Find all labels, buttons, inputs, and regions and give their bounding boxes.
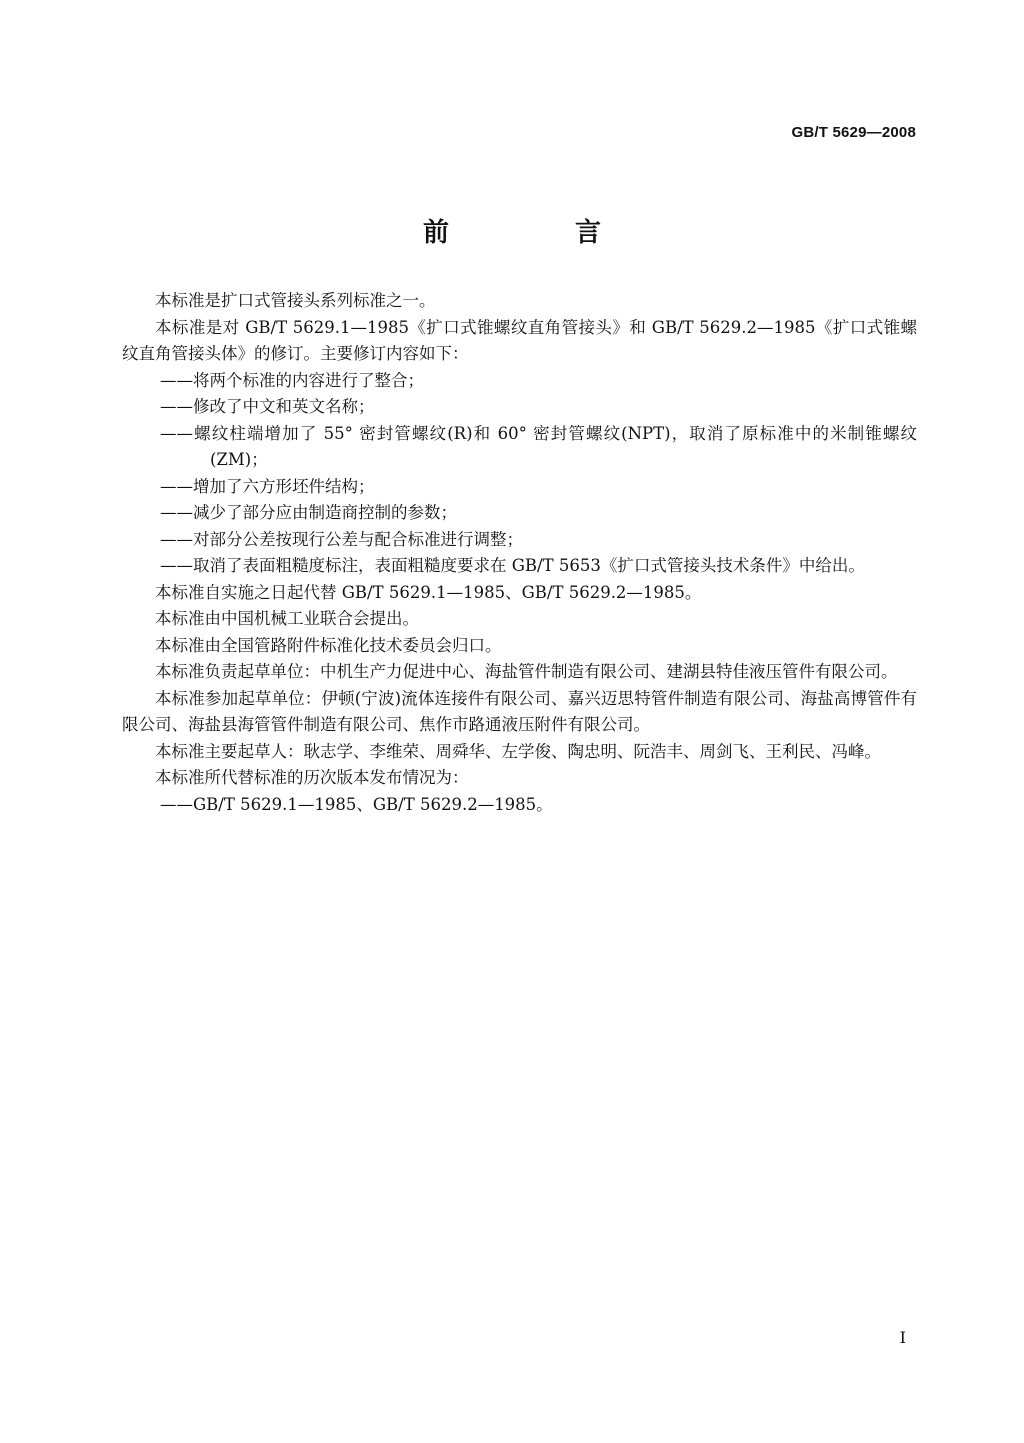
responsible-committee-statement: 本标准由全国管路附件标准化技术委员会归口。 xyxy=(155,635,502,655)
replacement-statement: 本标准自实施之日起代替 GB/T 5629.1—1985、GB/T 5629.2—1985。 xyxy=(155,582,702,602)
page-number: I xyxy=(899,1328,906,1347)
page-title: 前 言 xyxy=(422,218,651,248)
foreword-body xyxy=(122,288,917,818)
intro-paragraph: 本标准是扩口式管接头系列标准之一。 xyxy=(155,291,436,310)
revision-item: ——增加了六方形坯件结构； xyxy=(160,476,375,496)
participating-drafting-units: 本标准参加起草单位：伊顿(宁波)流体连接件有限公司、嘉兴迈思特管件制造有限公司、海盐高博管件有限公司、海盐县海管管件制造有限公司、焦作市路通液压附件有限公司。 xyxy=(122,688,917,734)
standard-code: GB/T 5629—2008 xyxy=(791,124,916,141)
revision-item: ——螺纹柱端增加了 55° 密封管螺纹(R)和 60° 密封管螺纹(NPT)，取消了原标准中的米制锥螺纹(ZM)； xyxy=(160,423,917,469)
revision-item: ——修改了中文和英文名称； xyxy=(160,397,375,416)
revision-intro-paragraph: 本标准是对 GB/T 5629.1—1985《扩口式锥螺纹直角管接头》和 GB/T 5629.2—1985《扩口式锥螺纹直角管接头体》的修订。主要修订内容如下： xyxy=(122,317,917,363)
revision-item: ——对部分公差按现行公差与配合标准进行调整； xyxy=(160,529,523,549)
proposer-statement: 本标准由中国机械工业联合会提出。 xyxy=(155,609,419,628)
revision-item: ——将两个标准的内容进行了整合； xyxy=(160,370,424,390)
main-drafters: 本标准主要起草人：耿志学、李维荣、周舜华、左学俊、陶忠明、阮浩丰、周剑飞、王利民、冯峰。 xyxy=(155,741,881,761)
version-history-item: ——GB/T 5629.1—1985、GB/T 5629.2—1985。 xyxy=(160,794,553,814)
lead-drafting-units: 本标准负责起草单位：中机生产力促进中心、海盐管件制造有限公司、建湖县特佳液压管件有限公司。 xyxy=(155,662,898,681)
revision-item: ——减少了部分应由制造商控制的参数； xyxy=(160,503,457,522)
version-history-intro: 本标准所代替标准的历次版本发布情况为： xyxy=(155,768,469,787)
revision-item: ——取消了表面粗糙度标注，表面粗糙度要求在 GB/T 5653《扩口式管接头技术条件》中给出。 xyxy=(160,556,865,575)
